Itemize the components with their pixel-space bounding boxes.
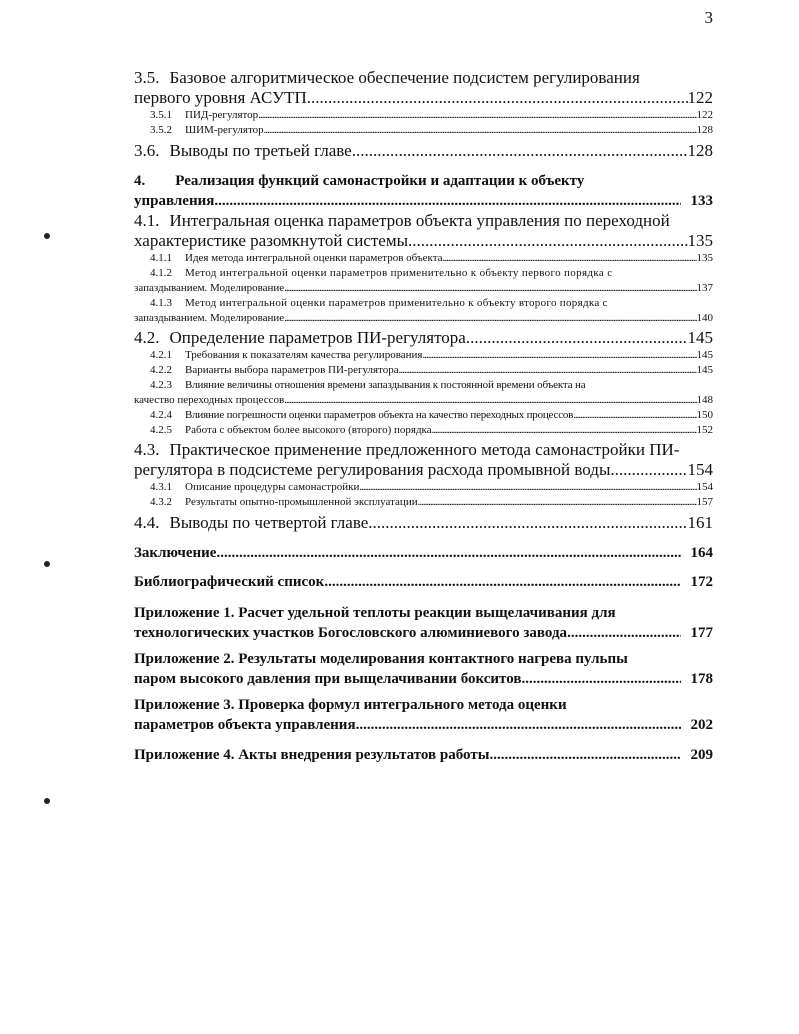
toc-title: Заключение [134,545,217,561]
toc-page: 154 [696,481,713,493]
toc-page: 172 [690,574,713,590]
toc-page: 135 [696,252,713,264]
leader-dots [324,574,680,591]
toc-page: 145 [696,364,713,376]
toc-entry-4-2[interactable] [134,328,713,348]
toc-title: Работа с объектом более высокого (второго) порядка [185,424,432,436]
toc-title-cont: качество переходных процессов [134,394,285,406]
toc-title-cont: управления [134,193,215,209]
toc-number: 4.2.3 [150,379,172,391]
leader-dots [258,108,696,123]
leader-dots [214,191,680,211]
toc-page: 140 [696,312,713,324]
leader-dots [359,480,696,495]
toc-title: Практическое применение предложенного метода самонастройки ПИ- [169,440,680,459]
leader-dots [216,545,680,562]
toc-entry-4-2-4[interactable] [150,408,713,423]
toc-title: Приложение 1. Расчет удельной теплоты реакции выщелачивания для [134,605,616,621]
leader-dots [408,231,687,251]
toc-title: Влияние величины отношения времени запаздывания к постоянной времени объекта на [185,379,586,391]
toc-title: Интегральная оценка параметров объекта управления по переходной [169,211,670,230]
toc-number: 4.2.2 [150,364,172,376]
leader-dots [489,747,680,764]
toc-number: 4.1.3 [150,297,172,309]
toc-title-cont: первого уровня АСУТП [134,88,307,107]
scan-hole-mark [44,798,50,804]
leader-dots [399,363,697,378]
toc-title: ШИМ-регулятор [185,124,264,136]
leader-dots [368,513,687,533]
toc-page: 177 [690,625,713,641]
leader-dots [284,281,696,296]
toc-title: Приложение 3. Проверка формул интегрального метода оценки [134,697,567,713]
leader-dots [567,623,680,643]
toc-page: 128 [696,124,713,136]
page-number: 3 [704,8,713,27]
toc-number: 4.1. [134,211,160,230]
toc-title: Приложение 4. Акты внедрения результатов работы [134,747,490,763]
leader-dots [432,423,697,438]
toc-entry-appendix-3[interactable] [134,695,713,735]
toc-title: Метод интегральной оценки параметров применительно к объекту первого порядка с [185,267,613,279]
toc-number: 4.1.2 [150,267,172,279]
toc-title-cont: запаздыванием. Моделирование [134,312,285,324]
toc-number: 3.5.2 [150,124,172,136]
toc-page: 148 [696,394,713,406]
toc-entry-appendix-4[interactable] [134,747,713,764]
leader-dots [610,460,687,480]
leader-dots [422,348,696,363]
toc-entry-appendix-1[interactable] [134,603,713,643]
toc-entry-3-5[interactable] [134,68,713,108]
toc-title: Влияние погрешности оценки параметров объекта на качество переходных процессов [185,409,574,421]
toc-title: Описание процедуры самонастройки [185,481,360,493]
toc-page: 150 [696,409,713,421]
leader-dots [284,393,696,408]
leader-dots [573,408,696,423]
toc-page: 209 [690,747,713,763]
toc-entry-4-1[interactable] [134,211,713,251]
toc-title-cont: технологических участков Богословского алюминиевого завода [134,625,568,641]
toc-page: 145 [696,349,713,361]
toc-number: 3.5. [134,68,160,87]
toc-title-cont: паром высокого давления при выщелачивании бокситов [134,671,522,687]
toc-page: 154 [687,460,713,479]
toc-title-cont: параметров объекта управления [134,717,356,733]
toc-title: Результаты опытно-промышленной эксплуатации [185,496,418,508]
toc-number: 4.1.1 [150,252,172,264]
toc-page: 164 [690,545,713,561]
toc-number: 4.2. [134,328,160,347]
leader-dots [466,328,688,348]
toc-page: 135 [687,231,713,250]
toc-entry-4-3-1[interactable] [150,480,713,495]
toc-number: 4. [134,173,146,189]
toc-entry-4-2-5[interactable] [150,423,713,438]
toc-entry-4-1-3[interactable] [134,296,713,326]
toc-title-cont: характеристике разомкнутой системы [134,231,409,250]
leader-dots [307,88,688,108]
toc-page: 137 [696,282,713,294]
toc-title: Библиографический список [134,574,325,590]
toc-number: 4.3.1 [150,481,172,493]
toc-entry-4-3[interactable] [134,440,713,480]
leader-dots [356,715,681,735]
toc-page: 161 [687,513,713,532]
toc-page: 145 [687,328,713,347]
toc-title-cont: регулятора в подсистеме регулирования расхода промывной воды [134,460,611,479]
toc-page: 122 [687,88,713,107]
leader-dots [418,495,697,510]
toc-page: 157 [696,496,713,508]
toc-title: ПИД-регулятор [185,109,259,121]
toc-number: 4.2.5 [150,424,172,436]
toc-title: Идея метода интегральной оценки параметров объекта [185,252,443,264]
toc-entry-4-3-2[interactable] [150,495,713,510]
toc-entry-4-1-2[interactable] [134,266,713,296]
leader-dots [443,251,697,266]
toc-entry-4-4[interactable] [134,513,713,533]
toc-title-cont: запаздыванием. Моделирование [134,282,285,294]
toc-entry-4-1-1[interactable] [150,251,713,266]
toc-page: 178 [690,671,713,687]
toc-title: Выводы по четвертой главе [169,513,369,532]
toc-title: Варианты выбора параметров ПИ-регулятора [185,364,399,376]
leader-dots [264,123,697,138]
toc-entry-3-6[interactable] [134,141,713,161]
toc-number: 4.2.1 [150,349,172,361]
toc-entry-bibliography[interactable] [134,574,713,591]
toc-entry-appendix-2[interactable] [134,649,713,689]
toc-page: 133 [690,193,713,209]
toc-entry-3-5-2[interactable] [150,123,713,138]
toc-page: 152 [696,424,713,436]
leader-dots [521,669,680,689]
toc-page: 128 [687,141,713,160]
toc-title: Реализация функций самонастройки и адаптации к объекту [175,173,585,189]
toc-entry-4-2-3[interactable] [134,378,713,408]
scan-hole-mark [44,561,50,567]
toc-title: Выводы по третьей главе [169,141,352,160]
leader-dots [284,311,696,326]
toc-entry-conclusion[interactable] [134,545,713,562]
toc-entry-4-2-1[interactable] [150,348,713,363]
toc-entry-3-5-1[interactable] [150,108,713,123]
table-of-contents [134,68,713,764]
toc-number: 4.3.2 [150,496,172,508]
toc-page: 122 [696,109,713,121]
toc-title: Требования к показателям качества регулирования [185,349,423,361]
scan-hole-mark [44,233,50,239]
toc-number: 4.2.4 [150,409,172,421]
toc-number: 3.5.1 [150,109,172,121]
toc-title: Базовое алгоритмическое обеспечение подсистем регулирования [169,68,640,87]
toc-number: 4.3. [134,440,160,459]
toc-title: Метод интегральной оценки параметров применительно к объекту второго порядка с [185,297,608,309]
toc-page: 202 [690,717,713,733]
toc-entry-4-2-2[interactable] [150,363,713,378]
toc-title: Приложение 2. Результаты моделирования контактного нагрева пульпы [134,651,628,667]
toc-number: 4.4. [134,513,160,532]
toc-entry-4[interactable] [134,171,713,211]
toc-number: 3.6. [134,141,160,160]
toc-title: Определение параметров ПИ-регулятора [169,328,466,347]
leader-dots [352,141,688,161]
